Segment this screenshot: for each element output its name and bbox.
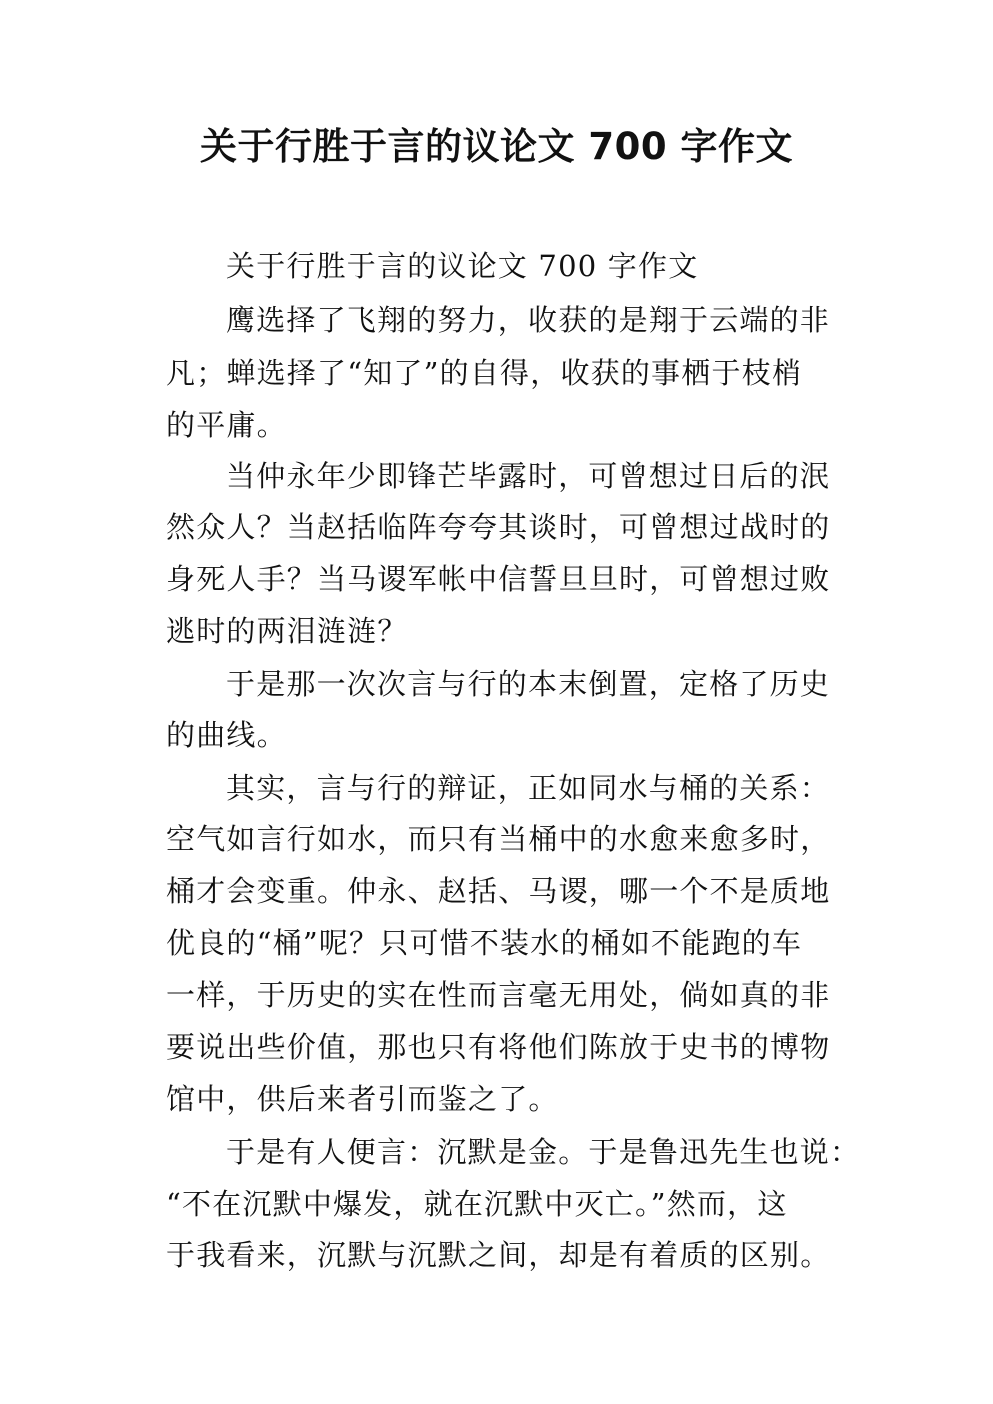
text-line: 优良的“桶”呢？只可惜不装水的桶如不能跑的车 bbox=[166, 926, 803, 960]
text-line: 一样，于历史的实在性而言毫无用处，倘如真的非 bbox=[166, 978, 831, 1012]
text-line: 于我看来，沉默与沉默之间，却是有着质的区别。 bbox=[166, 1238, 831, 1272]
text-line: 要说出些价值，那也只有将他们陈放于史书的博物 bbox=[166, 1030, 831, 1064]
text-line: “不在沉默中爆发，就在沉默中灭亡。”然而，这 bbox=[166, 1187, 788, 1221]
document-title: 关于行胜于言的议论文 700 字作文 bbox=[200, 125, 793, 168]
text-line: 空气如言行如水，而只有当桶中的水愈来愈多时， bbox=[166, 822, 831, 856]
text-line: 逃时的两泪涟涟？ bbox=[166, 614, 408, 648]
text-line: 然众人？当赵括临阵夸夸其谈时，可曾想过战时的 bbox=[166, 510, 831, 544]
text-line: 馆中，供后来者引而鉴之了。 bbox=[166, 1082, 559, 1116]
text-line: 凡；蝉选择了“知了”的自得，收获的事栖于枝梢 bbox=[166, 356, 803, 390]
text-line: 的曲线。 bbox=[166, 718, 287, 752]
text-line: 当仲永年少即锋芒毕露时，可曾想过日后的泯 bbox=[226, 459, 831, 493]
text-line: 关于行胜于言的议论文 700 字作文 bbox=[226, 249, 699, 283]
text-line: 桶才会变重。仲永、赵括、马谡，哪一个不是质地 bbox=[166, 874, 831, 908]
text-line: 身死人手？当马谡军帐中信誓旦旦时，可曾想过败 bbox=[166, 562, 831, 596]
text-line: 于是有人便言：沉默是金。于是鲁迅先生也说： bbox=[226, 1135, 861, 1169]
text-line: 其实，言与行的辩证，正如同水与桶的关系： bbox=[226, 771, 831, 805]
text-line: 鹰选择了飞翔的努力，收获的是翔于云端的非 bbox=[226, 303, 831, 337]
text-line: 的平庸。 bbox=[166, 408, 287, 442]
text-line: 于是那一次次言与行的本末倒置，定格了历史 bbox=[226, 667, 831, 701]
